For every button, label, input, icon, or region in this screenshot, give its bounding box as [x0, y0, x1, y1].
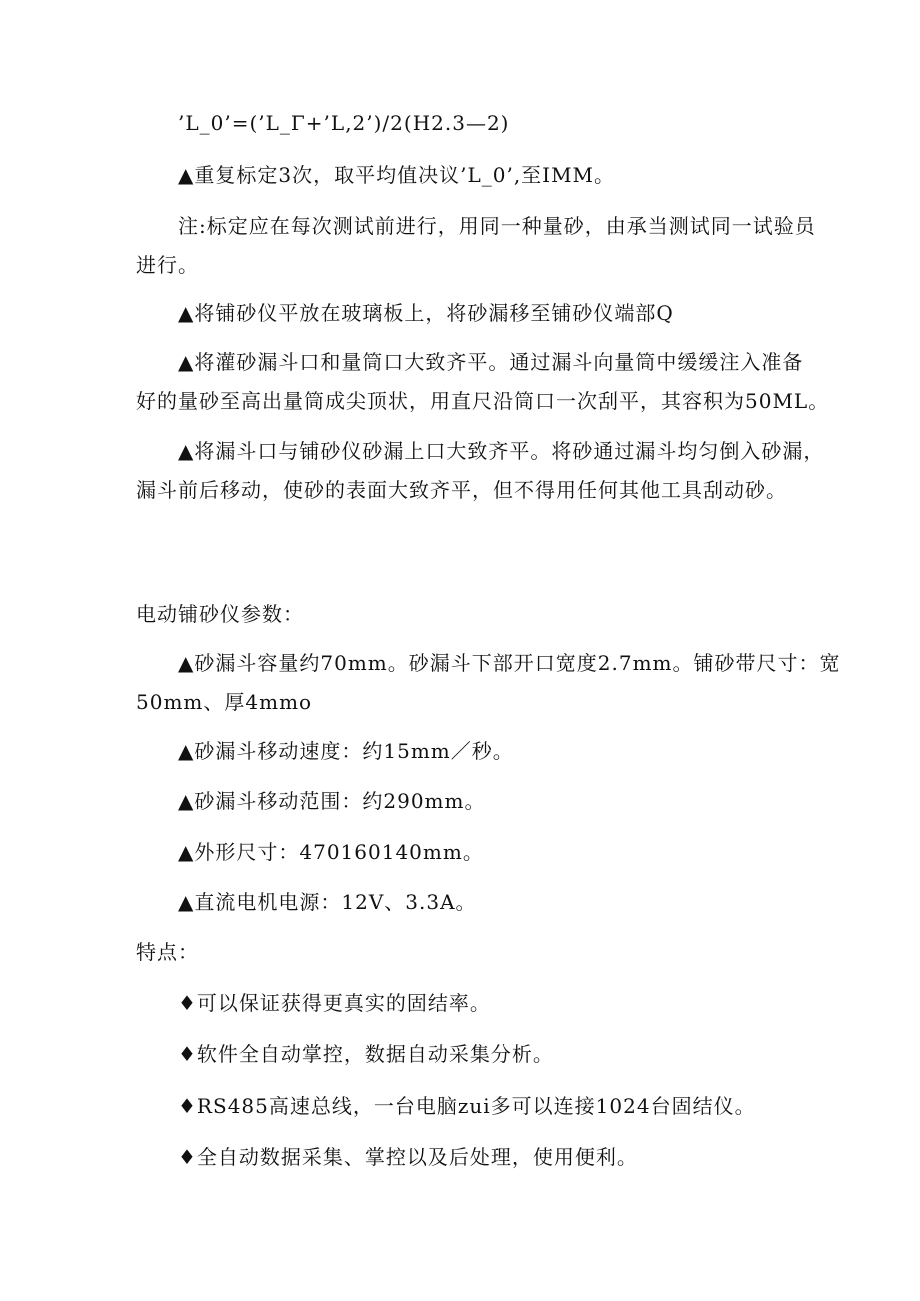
formula-line: ’L_0’=(’L_Γ+’L,2’)/2(H2.3—2) — [178, 111, 510, 135]
param-size: ▲外形尺寸：470160140mm。 — [178, 840, 484, 864]
feature-item-1: ♦可以保证获得更真实的固结率。 — [178, 991, 491, 1015]
step-repeat: ▲重复标定3次，取平均值决议’L_0’,至IMM。 — [178, 163, 616, 187]
param-power: ▲直流电机电源：12V、3.3A。 — [178, 890, 477, 914]
param-speed: ▲砂漏斗移动速度：约15mm／秒。 — [178, 739, 514, 763]
feature-item-3: ♦RS485高速总线，一台电脑zui多可以连接1024台固结仪。 — [178, 1094, 756, 1118]
step-place: ▲将铺砂仪平放在玻璃板上，将砂漏移至铺砂仪端部Q — [178, 301, 674, 325]
params-heading: 电动铺砂仪参数： — [136, 602, 304, 626]
step-fill-line-2: 好的量砂至高出量筒成尖顶状，用直尺沿筒口一次刮平，其容积为50ML。 — [136, 389, 830, 413]
feature-item-2: ♦软件全自动掌控，数据自动采集分析。 — [178, 1042, 554, 1066]
features-heading: 特点： — [136, 940, 199, 964]
step-pour-line-1: ▲将漏斗口与铺砂仪砂漏上口大致齐平。将砂通过漏斗均匀倒入砂漏， — [178, 439, 825, 463]
step-fill-line-1: ▲将灌砂漏斗口和量筒口大致齐平。通过漏斗向量筒中缓缓注入准备 — [178, 350, 804, 374]
param-capacity-line-2: 50mm、厚4mmo — [136, 690, 313, 714]
step-pour-line-2: 漏斗前后移动，使砂的表面大致齐平，但不得用任何其他工具刮动砂。 — [136, 478, 787, 502]
note-line-1: 注:标定应在每次测试前进行，用同一种量砂，由承当测试同一试验员 — [178, 214, 816, 238]
note-line-2: 进行。 — [136, 253, 199, 277]
feature-item-4: ♦全自动数据采集、掌控以及后处理，使用便利。 — [178, 1145, 638, 1169]
param-capacity-line-1: ▲砂漏斗容量约70mm。砂漏斗下部开口宽度2.7mm。铺砂带尺寸：宽 — [178, 651, 841, 675]
param-range: ▲砂漏斗移动范围：约290mm。 — [178, 789, 486, 813]
